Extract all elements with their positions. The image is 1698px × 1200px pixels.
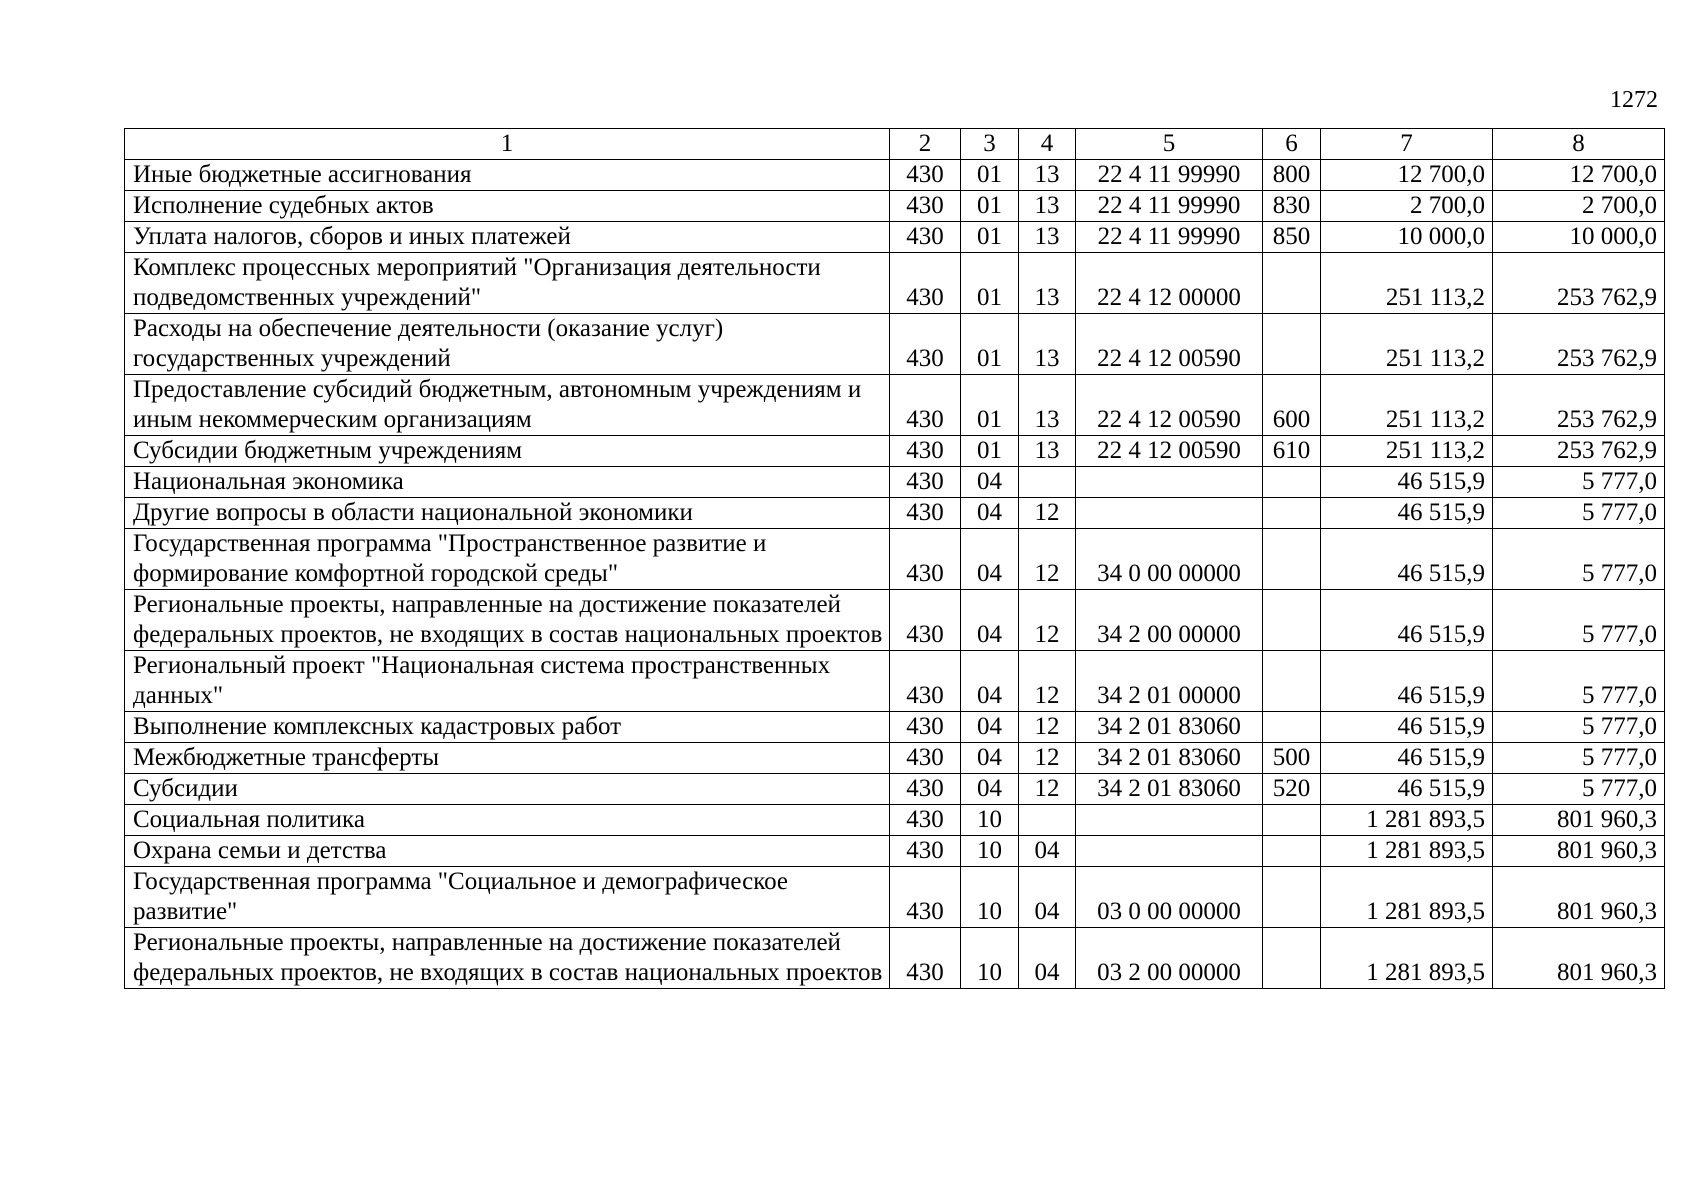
expense-type-cell: 500 [1263, 743, 1321, 774]
ministry-code-cell: 430 [890, 712, 961, 743]
amount-year-1-cell: 251 113,2 [1321, 253, 1493, 314]
amount-year-1-cell: 251 113,2 [1321, 314, 1493, 375]
amount-year-1-cell: 1 281 893,5 [1321, 805, 1493, 836]
amount-year-2-cell: 5 777,0 [1493, 529, 1665, 590]
target-article-cell: 34 2 00 00000 [1076, 590, 1263, 651]
subsection-code-cell: 12 [1019, 651, 1076, 712]
target-article-cell [1076, 498, 1263, 529]
expense-type-cell: 850 [1263, 222, 1321, 253]
item-name-cell: Национальная экономика [125, 467, 890, 498]
table-row [125, 774, 1665, 805]
table-row [125, 805, 1665, 836]
ministry-code-cell: 430 [890, 651, 961, 712]
item-name-cell: Государственная программа "Пространственное развитие и формирование комфортной городской среды" [125, 529, 890, 590]
amount-year-1-cell: 46 515,9 [1321, 498, 1493, 529]
expense-type-cell: 610 [1263, 436, 1321, 467]
target-article-cell: 22 4 11 99990 [1076, 160, 1263, 191]
ministry-code-cell: 430 [890, 467, 961, 498]
table-row [125, 191, 1665, 222]
item-name-cell: Региональные проекты, направленные на достижение показателей федеральных проектов, не входящих в состав национальных проектов [125, 590, 890, 651]
amount-year-1-cell: 46 515,9 [1321, 467, 1493, 498]
table-row [125, 467, 1665, 498]
subsection-code-cell: 12 [1019, 498, 1076, 529]
amount-year-2-cell: 801 960,3 [1493, 928, 1665, 989]
expense-type-cell [1263, 529, 1321, 590]
amount-year-2-cell: 5 777,0 [1493, 651, 1665, 712]
amount-year-1-cell: 251 113,2 [1321, 436, 1493, 467]
section-code-cell: 04 [961, 651, 1019, 712]
section-code-cell: 04 [961, 774, 1019, 805]
table-row [125, 436, 1665, 467]
item-name-cell: Социальная политика [125, 805, 890, 836]
table-row [125, 314, 1665, 375]
ministry-code-cell: 430 [890, 314, 961, 375]
section-code-cell: 01 [961, 375, 1019, 436]
subsection-code-cell: 13 [1019, 222, 1076, 253]
expense-type-cell: 800 [1263, 160, 1321, 191]
section-code-cell: 04 [961, 467, 1019, 498]
column-header-1: 1 [125, 129, 890, 160]
ministry-code-cell: 430 [890, 191, 961, 222]
amount-year-2-cell: 801 960,3 [1493, 867, 1665, 928]
table-row [125, 498, 1665, 529]
expense-type-cell [1263, 253, 1321, 314]
ministry-code-cell: 430 [890, 436, 961, 467]
table-body [125, 160, 1665, 989]
target-article-cell: 34 2 01 83060 [1076, 743, 1263, 774]
expense-type-cell [1263, 712, 1321, 743]
target-article-cell: 22 4 12 00590 [1076, 375, 1263, 436]
item-name-cell: Государственная программа "Социальное и демографическое развитие" [125, 867, 890, 928]
table-row [125, 253, 1665, 314]
amount-year-2-cell: 253 762,9 [1493, 314, 1665, 375]
target-article-cell: 22 4 11 99990 [1076, 191, 1263, 222]
target-article-cell: 22 4 12 00590 [1076, 436, 1263, 467]
section-code-cell: 01 [961, 160, 1019, 191]
section-code-cell: 01 [961, 191, 1019, 222]
item-name-cell: Региональный проект "Национальная система пространственных данных" [125, 651, 890, 712]
item-name-cell: Расходы на обеспечение деятельности (оказание услуг) государственных учреждений [125, 314, 890, 375]
section-code-cell: 01 [961, 222, 1019, 253]
amount-year-2-cell: 801 960,3 [1493, 836, 1665, 867]
amount-year-1-cell: 46 515,9 [1321, 651, 1493, 712]
amount-year-1-cell: 46 515,9 [1321, 774, 1493, 805]
ministry-code-cell: 430 [890, 928, 961, 989]
amount-year-1-cell: 251 113,2 [1321, 375, 1493, 436]
expense-type-cell [1263, 805, 1321, 836]
table-row [125, 867, 1665, 928]
amount-year-1-cell: 1 281 893,5 [1321, 867, 1493, 928]
table-row [125, 375, 1665, 436]
subsection-code-cell: 13 [1019, 375, 1076, 436]
item-name-cell: Субсидии бюджетным учреждениям [125, 436, 890, 467]
subsection-code-cell: 13 [1019, 191, 1076, 222]
item-name-cell: Региональные проекты, направленные на достижение показателей федеральных проектов, не входящих в состав национальных проектов [125, 928, 890, 989]
table-row [125, 160, 1665, 191]
table-row [125, 928, 1665, 989]
expense-type-cell [1263, 867, 1321, 928]
amount-year-2-cell: 801 960,3 [1493, 805, 1665, 836]
amount-year-2-cell: 10 000,0 [1493, 222, 1665, 253]
ministry-code-cell: 430 [890, 222, 961, 253]
subsection-code-cell: 13 [1019, 436, 1076, 467]
amount-year-2-cell: 5 777,0 [1493, 743, 1665, 774]
subsection-code-cell: 13 [1019, 160, 1076, 191]
target-article-cell: 03 2 00 00000 [1076, 928, 1263, 989]
expense-type-cell [1263, 498, 1321, 529]
amount-year-1-cell: 1 281 893,5 [1321, 836, 1493, 867]
amount-year-1-cell: 46 515,9 [1321, 590, 1493, 651]
subsection-code-cell: 04 [1019, 836, 1076, 867]
subsection-code-cell: 04 [1019, 928, 1076, 989]
target-article-cell: 34 2 01 83060 [1076, 712, 1263, 743]
amount-year-1-cell: 10 000,0 [1321, 222, 1493, 253]
item-name-cell: Охрана семьи и детства [125, 836, 890, 867]
section-code-cell: 10 [961, 928, 1019, 989]
item-name-cell: Межбюджетные трансферты [125, 743, 890, 774]
amount-year-2-cell: 5 777,0 [1493, 712, 1665, 743]
target-article-cell [1076, 805, 1263, 836]
amount-year-1-cell: 46 515,9 [1321, 529, 1493, 590]
column-header-3: 3 [961, 129, 1019, 160]
expense-type-cell: 520 [1263, 774, 1321, 805]
item-name-cell: Субсидии [125, 774, 890, 805]
section-code-cell: 01 [961, 314, 1019, 375]
column-header-8: 8 [1493, 129, 1665, 160]
section-code-cell: 10 [961, 836, 1019, 867]
amount-year-2-cell: 253 762,9 [1493, 375, 1665, 436]
expense-type-cell [1263, 314, 1321, 375]
target-article-cell: 03 0 00 00000 [1076, 867, 1263, 928]
header-row [125, 129, 1665, 160]
section-code-cell: 10 [961, 805, 1019, 836]
subsection-code-cell: 12 [1019, 774, 1076, 805]
amount-year-2-cell: 12 700,0 [1493, 160, 1665, 191]
section-code-cell: 01 [961, 253, 1019, 314]
ministry-code-cell: 430 [890, 529, 961, 590]
section-code-cell: 04 [961, 743, 1019, 774]
ministry-code-cell: 430 [890, 590, 961, 651]
item-name-cell: Комплекс процессных мероприятий "Организация деятельности подведомственных учреждений" [125, 253, 890, 314]
amount-year-1-cell: 46 515,9 [1321, 712, 1493, 743]
subsection-code-cell: 12 [1019, 529, 1076, 590]
subsection-code-cell [1019, 467, 1076, 498]
amount-year-1-cell: 2 700,0 [1321, 191, 1493, 222]
amount-year-2-cell: 253 762,9 [1493, 436, 1665, 467]
amount-year-1-cell: 12 700,0 [1321, 160, 1493, 191]
subsection-code-cell: 04 [1019, 867, 1076, 928]
column-header-2: 2 [890, 129, 961, 160]
table-row [125, 743, 1665, 774]
expense-type-cell [1263, 467, 1321, 498]
expense-type-cell [1263, 836, 1321, 867]
target-article-cell: 34 0 00 00000 [1076, 529, 1263, 590]
ministry-code-cell: 430 [890, 805, 961, 836]
subsection-code-cell: 12 [1019, 712, 1076, 743]
target-article-cell: 34 2 01 00000 [1076, 651, 1263, 712]
amount-year-2-cell: 5 777,0 [1493, 467, 1665, 498]
table-row [125, 590, 1665, 651]
amount-year-2-cell: 5 777,0 [1493, 590, 1665, 651]
ministry-code-cell: 430 [890, 867, 961, 928]
table-row [125, 529, 1665, 590]
target-article-cell: 22 4 12 00590 [1076, 314, 1263, 375]
column-header-5: 5 [1076, 129, 1263, 160]
target-article-cell: 22 4 12 00000 [1076, 253, 1263, 314]
target-article-cell: 22 4 11 99990 [1076, 222, 1263, 253]
item-name-cell: Другие вопросы в области национальной экономики [125, 498, 890, 529]
amount-year-2-cell: 5 777,0 [1493, 774, 1665, 805]
page-number: 1272 [1610, 87, 1658, 113]
section-code-cell: 04 [961, 590, 1019, 651]
section-code-cell: 04 [961, 498, 1019, 529]
ministry-code-cell: 430 [890, 836, 961, 867]
item-name-cell: Иные бюджетные ассигнования [125, 160, 890, 191]
amount-year-1-cell: 46 515,9 [1321, 743, 1493, 774]
item-name-cell: Уплата налогов, сборов и иных платежей [125, 222, 890, 253]
subsection-code-cell [1019, 805, 1076, 836]
ministry-code-cell: 430 [890, 160, 961, 191]
subsection-code-cell: 13 [1019, 253, 1076, 314]
ministry-code-cell: 430 [890, 743, 961, 774]
table-header [125, 129, 1665, 160]
expense-type-cell: 830 [1263, 191, 1321, 222]
item-name-cell: Предоставление субсидий бюджетным, автономным учреждениям и иным некоммерческим организациям [125, 375, 890, 436]
budget-table [124, 128, 1665, 989]
table-row [125, 222, 1665, 253]
target-article-cell [1076, 836, 1263, 867]
ministry-code-cell: 430 [890, 375, 961, 436]
item-name-cell: Исполнение судебных актов [125, 191, 890, 222]
section-code-cell: 10 [961, 867, 1019, 928]
target-article-cell: 34 2 01 83060 [1076, 774, 1263, 805]
section-code-cell: 04 [961, 712, 1019, 743]
subsection-code-cell: 13 [1019, 314, 1076, 375]
target-article-cell [1076, 467, 1263, 498]
amount-year-2-cell: 5 777,0 [1493, 498, 1665, 529]
expense-type-cell: 600 [1263, 375, 1321, 436]
column-header-6: 6 [1263, 129, 1321, 160]
expense-type-cell [1263, 651, 1321, 712]
ministry-code-cell: 430 [890, 253, 961, 314]
amount-year-2-cell: 2 700,0 [1493, 191, 1665, 222]
column-header-7: 7 [1321, 129, 1493, 160]
ministry-code-cell: 430 [890, 498, 961, 529]
table-row [125, 712, 1665, 743]
subsection-code-cell: 12 [1019, 590, 1076, 651]
expense-type-cell [1263, 928, 1321, 989]
section-code-cell: 01 [961, 436, 1019, 467]
item-name-cell: Выполнение комплексных кадастровых работ [125, 712, 890, 743]
table-row [125, 836, 1665, 867]
column-header-4: 4 [1019, 129, 1076, 160]
amount-year-2-cell: 253 762,9 [1493, 253, 1665, 314]
section-code-cell: 04 [961, 529, 1019, 590]
table-row [125, 651, 1665, 712]
amount-year-1-cell: 1 281 893,5 [1321, 928, 1493, 989]
subsection-code-cell: 12 [1019, 743, 1076, 774]
expense-type-cell [1263, 590, 1321, 651]
ministry-code-cell: 430 [890, 774, 961, 805]
